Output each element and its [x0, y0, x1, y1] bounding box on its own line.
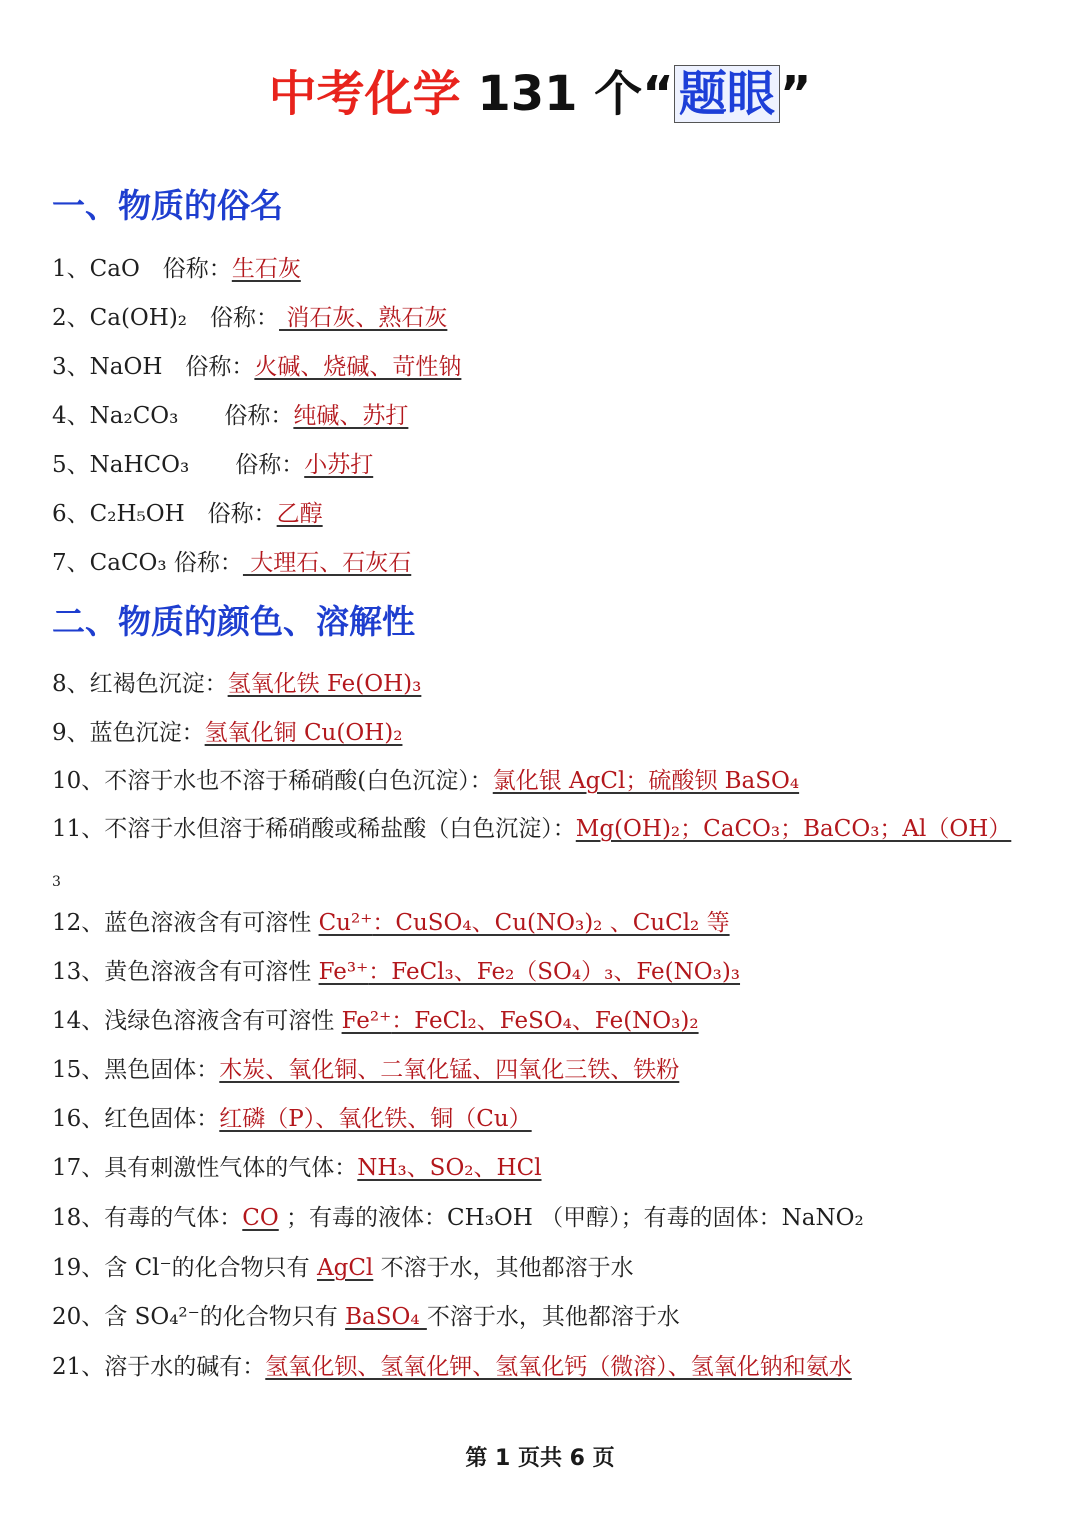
list-item: 6、C₂H₅OH 俗称：乙醇 — [52, 501, 323, 527]
section-heading-common-names: 一、物质的俗名 — [52, 186, 283, 225]
answer: CO — [242, 1205, 279, 1231]
title-close-quote: ” — [779, 66, 812, 122]
list-item: 11、不溶于水但溶于稀硝酸或稀盐酸（白色沉淀）：Mg(OH)₂；CaCO₃；BaCO₃；Al（OH） — [52, 816, 1012, 842]
answer: 氢氧化铜 Cu(OH)₂ — [204, 720, 403, 746]
list-item: 16、红色固体：红磷（P）、氧化铁、铜（Cu） — [52, 1106, 532, 1132]
answer: 消石灰、熟石灰 — [279, 305, 448, 331]
answer: Mg(OH)₂；CaCO₃；BaCO₃；Al（OH） — [575, 816, 1012, 842]
wrapped-subscript: 3 — [52, 874, 61, 890]
list-item: 18、有毒的气体：CO ；有毒的液体：CH₃OH （甲醇）；有毒的固体：NaNO₂ — [52, 1205, 864, 1231]
list-item: 19、含 Cl⁻的化合物只有 AgCl 不溶于水，其他都溶于水 — [52, 1255, 634, 1281]
answer: 乙醇 — [276, 501, 323, 527]
page-title — [0, 58, 1080, 130]
title-boxed-word: 题眼 — [674, 65, 780, 123]
title-unit: 个 — [594, 66, 643, 122]
answer: NH₃、SO₂、HCl — [357, 1155, 542, 1181]
list-item: 13、黄色溶液含有可溶性 Fe³⁺：FeCl₃、Fe₂（SO₄）₃、Fe(NO₃)₃ — [52, 959, 741, 985]
list-item: 8、红褐色沉淀：氢氧化铁 Fe(OH)₃ — [52, 671, 422, 697]
answer: AgCl — [316, 1255, 374, 1281]
answer: 红磷（P）、氧化铁、铜（Cu） — [219, 1106, 532, 1132]
answer: Fe²⁺ — [341, 1008, 392, 1034]
list-item: 3、NaOH 俗称：火碱、烧碱、苛性钠 — [52, 354, 462, 380]
list-item: 7、CaCO₃ 俗称： 大理石、石灰石 — [52, 550, 412, 576]
list-item: 15、黑色固体：木炭、氧化铜、二氧化锰、四氧化三铁、铁粉 — [52, 1057, 680, 1083]
answer: 纯碱、苏打 — [293, 403, 409, 429]
title-open-quote: “ — [642, 66, 674, 122]
list-item: 20、含 SO₄²⁻的化合物只有 BaSO₄ 不溶于水，其他都溶于水 — [52, 1304, 680, 1330]
section-heading-color-solubility: 二、物质的颜色、溶解性 — [52, 602, 415, 641]
list-item: 9、蓝色沉淀：氢氧化铜 Cu(OH)₂ — [52, 720, 403, 746]
answer: BaSO₄ — [345, 1304, 427, 1330]
answer: 大理石、石灰石 — [242, 550, 412, 576]
answer: Fe³⁺ — [318, 959, 369, 985]
list-item: 1、CaO 俗称：生石灰 — [52, 256, 301, 282]
list-item: 4、Na₂CO₃ 俗称：纯碱、苏打 — [52, 403, 409, 429]
answer: 生石灰 — [231, 256, 301, 282]
answer: 火碱、烧碱、苛性钠 — [254, 354, 462, 380]
page-footer: 第 1 页共 6 页 — [465, 1446, 615, 1471]
list-item: 10、不溶于水也不溶于稀硝酸(白色沉淀）：氯化银 AgCl；硫酸钡 BaSO₄ — [52, 768, 800, 794]
list-item: 14、浅绿色溶液含有可溶性 Fe²⁺：FeCl₂、FeSO₄、Fe(NO₃)₂ — [52, 1008, 699, 1034]
answer: 氯化银 AgCl；硫酸钡 BaSO₄ — [492, 768, 800, 794]
answer: Cu²⁺ — [318, 910, 373, 936]
list-item: 12、蓝色溶液含有可溶性 Cu²⁺：CuSO₄、Cu(NO₃)₂ 、CuCl₂ 等 — [52, 910, 730, 936]
answer: 木炭、氧化铜、二氧化锰、四氧化三铁、铁粉 — [219, 1057, 680, 1083]
list-item: 21、溶于水的碱有：氢氧化钡、氢氧化钾、氢氧化钙（微溶）、氢氧化钠和氨水 — [52, 1354, 852, 1380]
list-item: 17、具有刺激性气体的气体：NH₃、SO₂、HCl — [52, 1155, 542, 1181]
answer: 氢氧化钡、氢氧化钾、氢氧化钙（微溶）、氢氧化钠和氨水 — [265, 1354, 852, 1380]
title-number: 131 — [477, 66, 578, 122]
answer: 小苏打 — [304, 452, 374, 478]
answer: 氢氧化铁 Fe(OH)₃ — [227, 671, 422, 697]
list-item: 2、Ca(OH)₂ 俗称： 消石灰、熟石灰 — [52, 305, 448, 331]
list-item: 5、NaHCO₃ 俗称：小苏打 — [52, 452, 374, 478]
title-subject: 中考化学 — [268, 66, 461, 122]
